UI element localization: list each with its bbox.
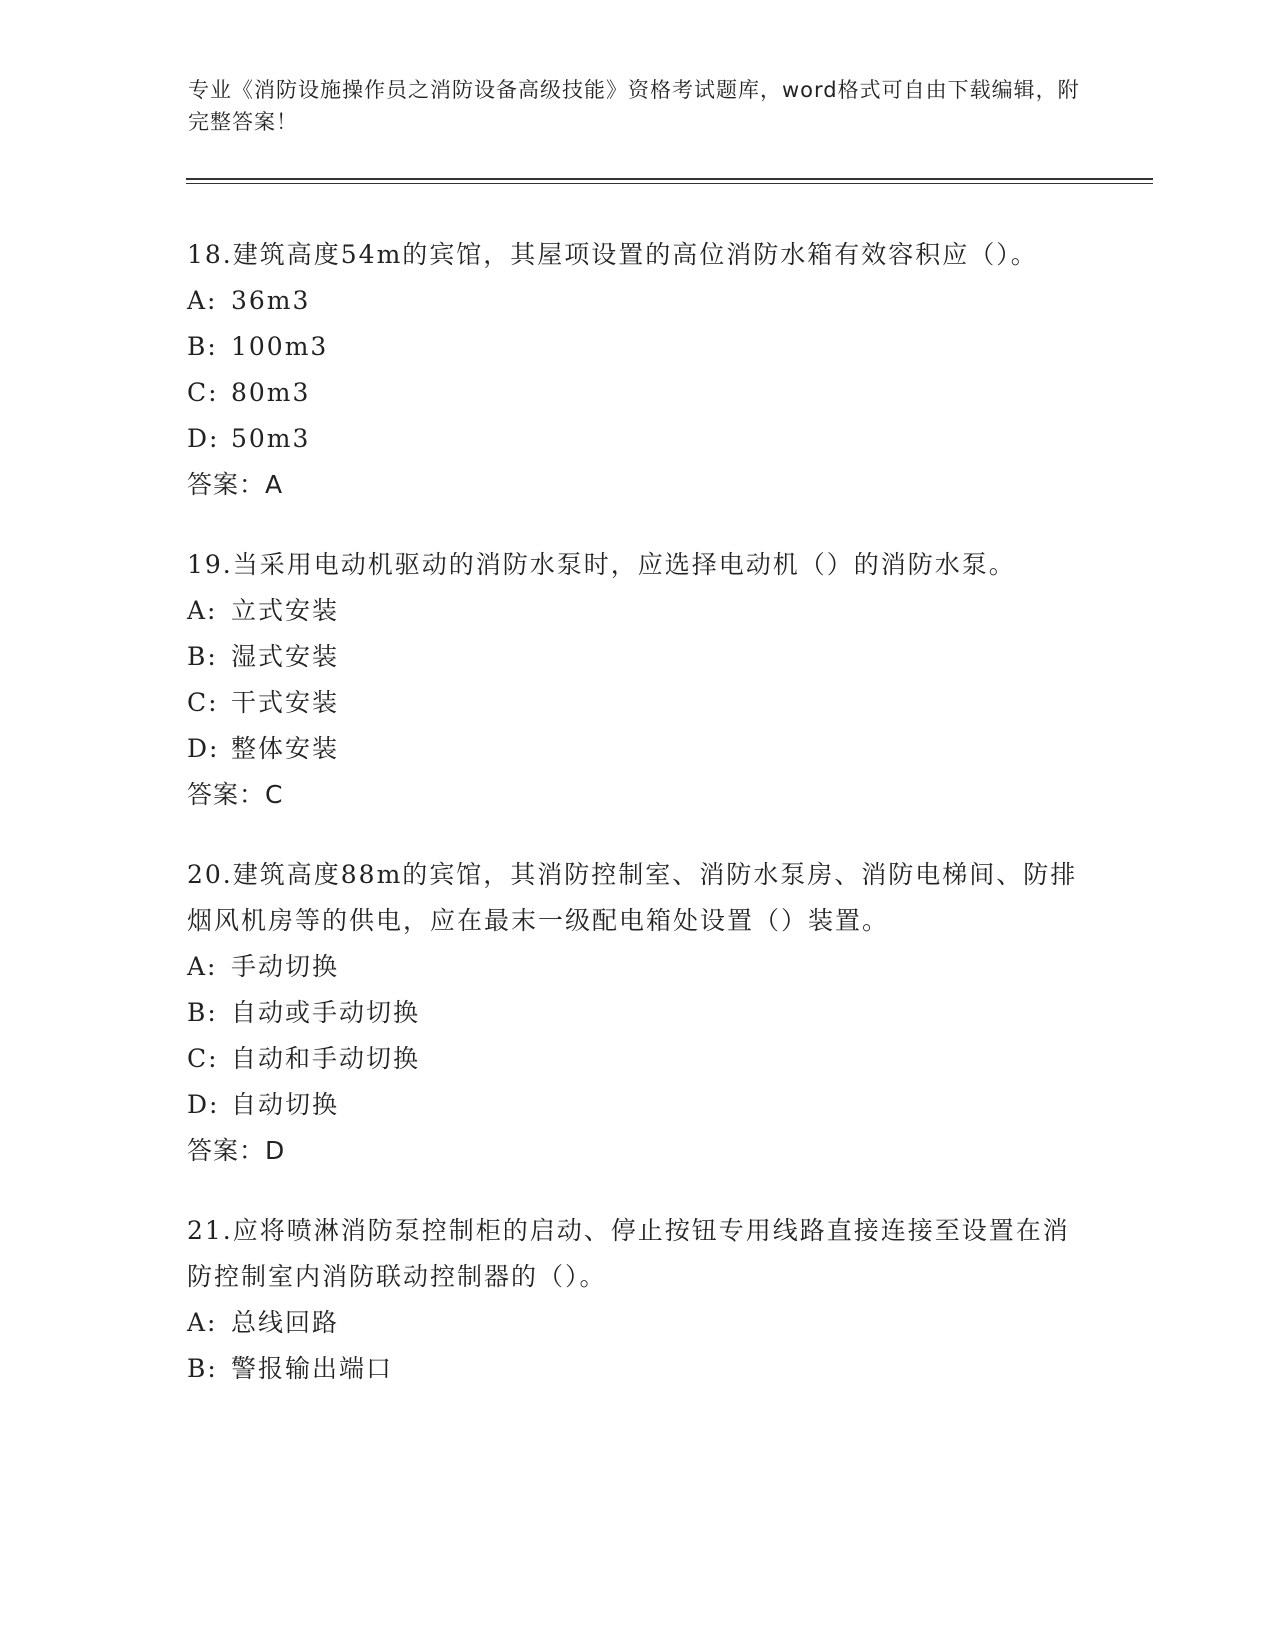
header-divider-bottom — [186, 183, 1153, 184]
option-letter: C: — [187, 378, 219, 407]
option-text: 警报输出端口 — [231, 1354, 394, 1383]
option-text: 整体安装 — [231, 734, 340, 763]
option-letter: C: — [187, 1044, 219, 1073]
option-letter: D: — [187, 734, 220, 763]
option-text: 自动和手动切换 — [231, 1044, 421, 1073]
question-text: 18.建筑高度54m的宾馆，其屋项设置的高位消防水箱有效容积应（）。 — [187, 240, 1038, 269]
option-b — [187, 324, 1087, 370]
option-text: 自动切换 — [231, 1090, 340, 1119]
option-b — [187, 634, 1087, 680]
option-text: 总线回路 — [231, 1308, 340, 1337]
question-list — [187, 232, 1087, 1426]
option-text: 干式安装 — [231, 688, 340, 717]
option-c — [187, 680, 1087, 726]
option-letter: D: — [187, 1090, 220, 1119]
question-text: 21.应将喷淋消防泵控制柜的启动、停止按钮专用线路直接连接至设置在消防控制室内消防联动控制器的（）。 — [187, 1216, 1070, 1291]
option-text: 80m3 — [231, 378, 311, 407]
option-text: 湿式安装 — [231, 642, 340, 671]
answer: 答案：C — [187, 780, 284, 809]
option-letter: B: — [187, 642, 218, 671]
option-a — [187, 588, 1087, 634]
option-d — [187, 726, 1087, 772]
option-text: 36m3 — [231, 286, 311, 315]
question-text: 20.建筑高度88m的宾馆，其消防控制室、消防水泵房、消防电梯间、防排烟风机房等的供电，应在最末一级配电箱处设置（）装置。 — [187, 860, 1078, 935]
option-a — [187, 1300, 1087, 1346]
option-text: 手动切换 — [231, 952, 340, 981]
option-letter: A: — [187, 286, 218, 315]
question-18 — [187, 232, 1087, 508]
question-20 — [187, 852, 1087, 1174]
option-d — [187, 1082, 1087, 1128]
option-letter: D: — [187, 424, 220, 453]
option-text: 50m3 — [231, 424, 311, 453]
question-21 — [187, 1208, 1087, 1392]
answer: 答案：A — [187, 470, 284, 499]
option-a — [187, 278, 1087, 324]
option-letter: C: — [187, 688, 219, 717]
option-text: 自动或手动切换 — [231, 998, 421, 1027]
option-text: 100m3 — [231, 332, 329, 361]
option-d — [187, 416, 1087, 462]
option-c — [187, 1036, 1087, 1082]
option-a — [187, 944, 1087, 990]
option-letter: A: — [187, 1308, 218, 1337]
option-b — [187, 1346, 1087, 1392]
option-letter: A: — [187, 596, 218, 625]
option-letter: A: — [187, 952, 218, 981]
option-letter: B: — [187, 1354, 218, 1383]
option-letter: B: — [187, 998, 218, 1027]
option-c — [187, 370, 1087, 416]
question-text: 19.当采用电动机驱动的消防水泵时，应选择电动机（）的消防水泵。 — [187, 550, 1016, 579]
option-letter: B: — [187, 332, 218, 361]
question-19 — [187, 542, 1087, 818]
option-text: 立式安装 — [231, 596, 340, 625]
header-divider-top — [186, 178, 1153, 180]
document-header: 专业《消防设施操作员之消防设备高级技能》资格考试题库，word格式可自由下载编辑，附完整答案！ — [188, 78, 1080, 134]
answer: 答案：D — [187, 1136, 286, 1165]
option-b — [187, 990, 1087, 1036]
